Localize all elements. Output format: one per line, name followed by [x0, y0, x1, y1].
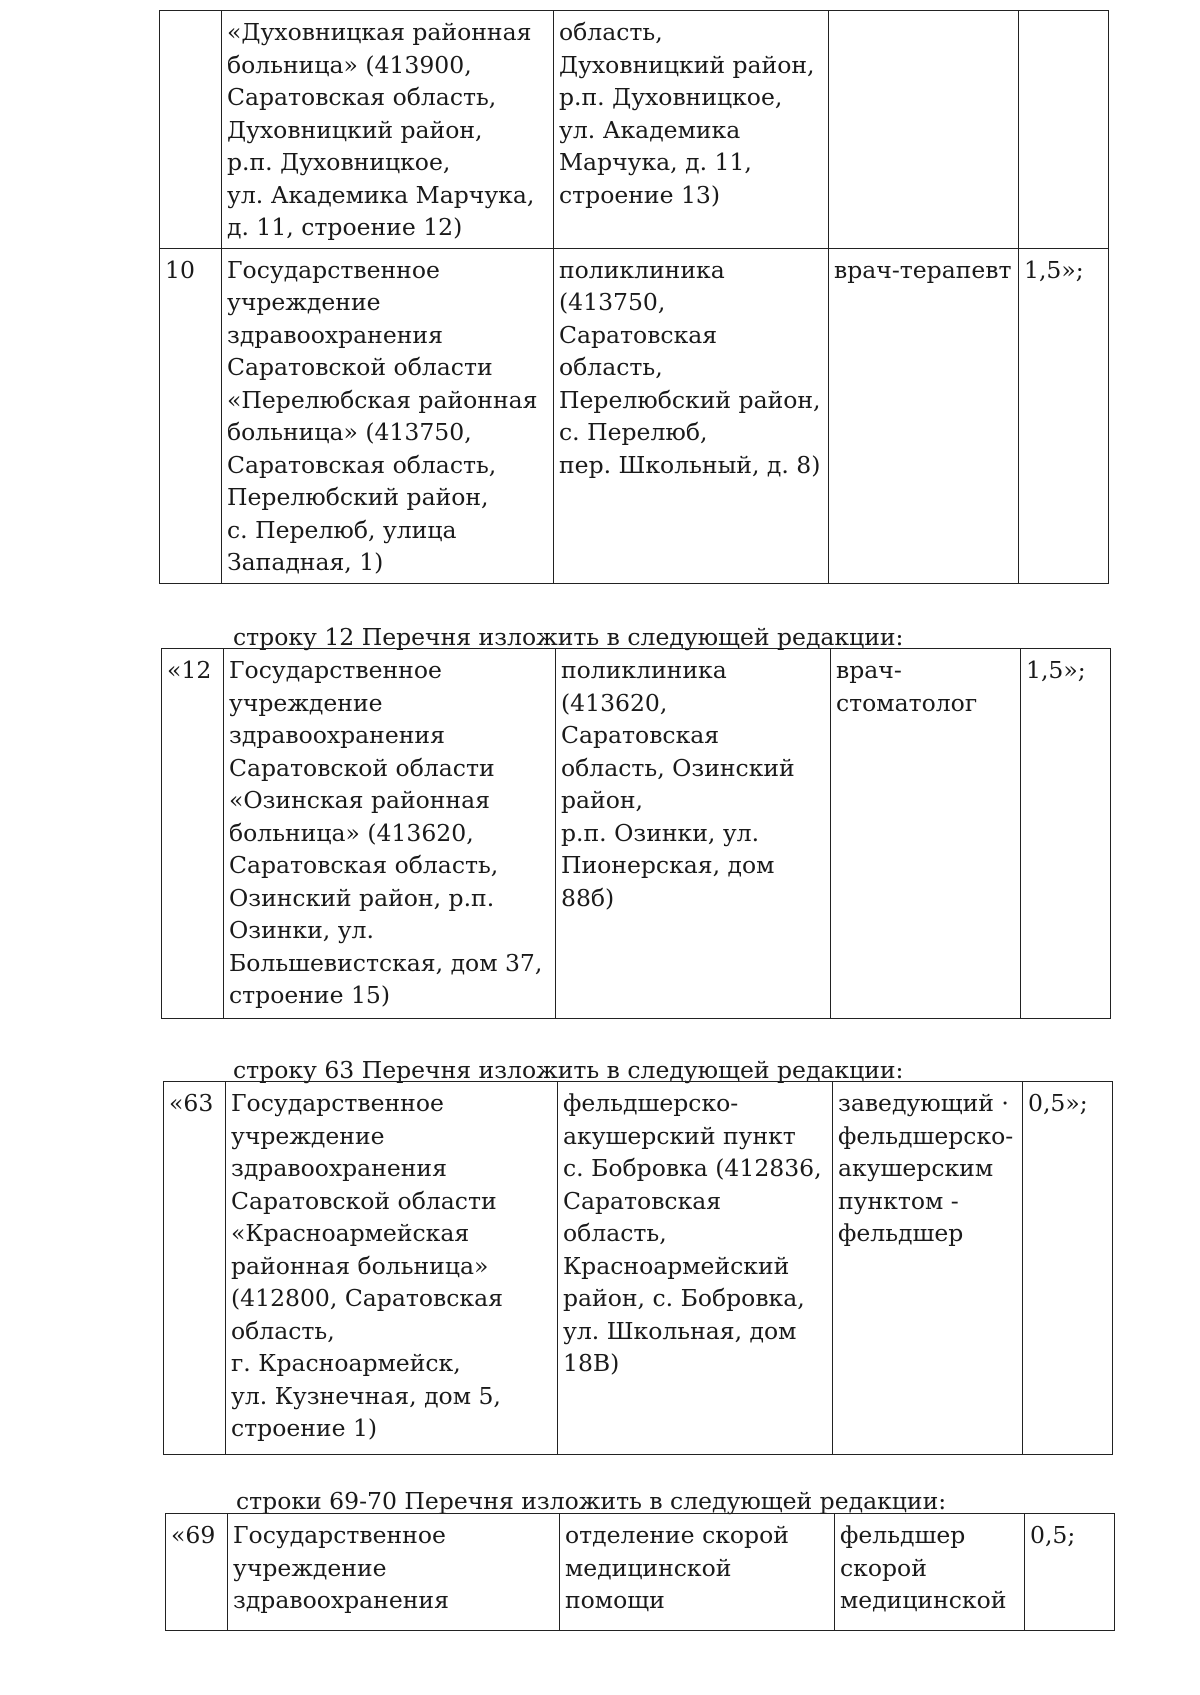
row-number-cell: «12: [162, 649, 224, 1019]
position-cell: [829, 11, 1019, 249]
institution-cell: Государственное учреждение здравоохранения Саратовской области «Перелюбская районная больница» (413750, Саратовская область, Перелюбский район, с. Перелюб, улица Западная, 1): [222, 248, 554, 583]
unit-cell: отделение скорой медицинской помощи: [560, 1514, 835, 1631]
unit-cell: область, Духовницкий район, р.п. Духовницкое, ул. Академика Марчука, д. 11, строение 13): [554, 11, 829, 249]
row-number-cell: «69: [166, 1514, 228, 1631]
row-number-cell: «63: [164, 1082, 226, 1455]
institution-cell: Государственное учреждение здравоохранения: [228, 1514, 560, 1631]
row-number-cell: [160, 11, 222, 249]
table-row-63: [163, 1081, 1113, 1455]
institution-cell: «Духовницкая районная больница» (413900, Саратовская область, Духовницкий район, р.п. Духовницкое, ул. Академика Марчука, д. 11, строение 12): [222, 11, 554, 249]
intro-row-12: строку 12 Перечня изложить в следующей редакции:: [233, 623, 904, 651]
rate-cell: 0,5»;: [1023, 1082, 1113, 1455]
rate-cell: 1,5»;: [1019, 248, 1109, 583]
unit-cell: поликлиника (413750, Саратовская область, Перелюбский район, с. Перелюб, пер. Школьный, д. 8): [554, 248, 829, 583]
rate-cell: 0,5;: [1025, 1514, 1115, 1631]
position-cell: врач- стоматолог: [831, 649, 1021, 1019]
position-cell: заведующий · фельдшерско- акушерским пунктом - фельдшер: [833, 1082, 1023, 1455]
position-cell: врач-терапевт: [829, 248, 1019, 583]
table-row: [160, 248, 1109, 583]
table-row-12: [161, 648, 1111, 1019]
table-row: [164, 1082, 1113, 1455]
table-row: [160, 11, 1109, 249]
table-continuation: [159, 10, 1109, 584]
institution-cell: Государственное учреждение здравоохранения Саратовской области «Озинская районная больница» (413620, Саратовская область, Озинский район, р.п. Озинки, ул. Большевистская, дом 37, строение 15): [224, 649, 556, 1019]
unit-cell: поликлиника (413620, Саратовская область, Озинский район, р.п. Озинки, ул. Пионерская, дом 88б): [556, 649, 831, 1019]
table-row: [162, 649, 1111, 1019]
institution-cell: Государственное учреждение здравоохранения Саратовской области «Красноармейская районная больница» (412800, Саратовская область, г. Красноармейск, ул. Кузнечная, дом 5, строение 1): [226, 1082, 558, 1455]
rate-cell: 1,5»;: [1021, 649, 1111, 1019]
table-row-69: [165, 1513, 1115, 1631]
intro-rows-69-70: строки 69-70 Перечня изложить в следующей редакции:: [236, 1487, 947, 1515]
intro-row-63: строку 63 Перечня изложить в следующей редакции:: [233, 1056, 904, 1084]
unit-cell: фельдшерско- акушерский пункт с. Бобровка (412836, Саратовская область, Красноармейский район, с. Бобровка, ул. Школьная, дом 18В): [558, 1082, 833, 1455]
position-cell: фельдшер скорой медицинской: [835, 1514, 1025, 1631]
rate-cell: [1019, 11, 1109, 249]
row-number-cell: 10: [160, 248, 222, 583]
table-row: [166, 1514, 1115, 1631]
